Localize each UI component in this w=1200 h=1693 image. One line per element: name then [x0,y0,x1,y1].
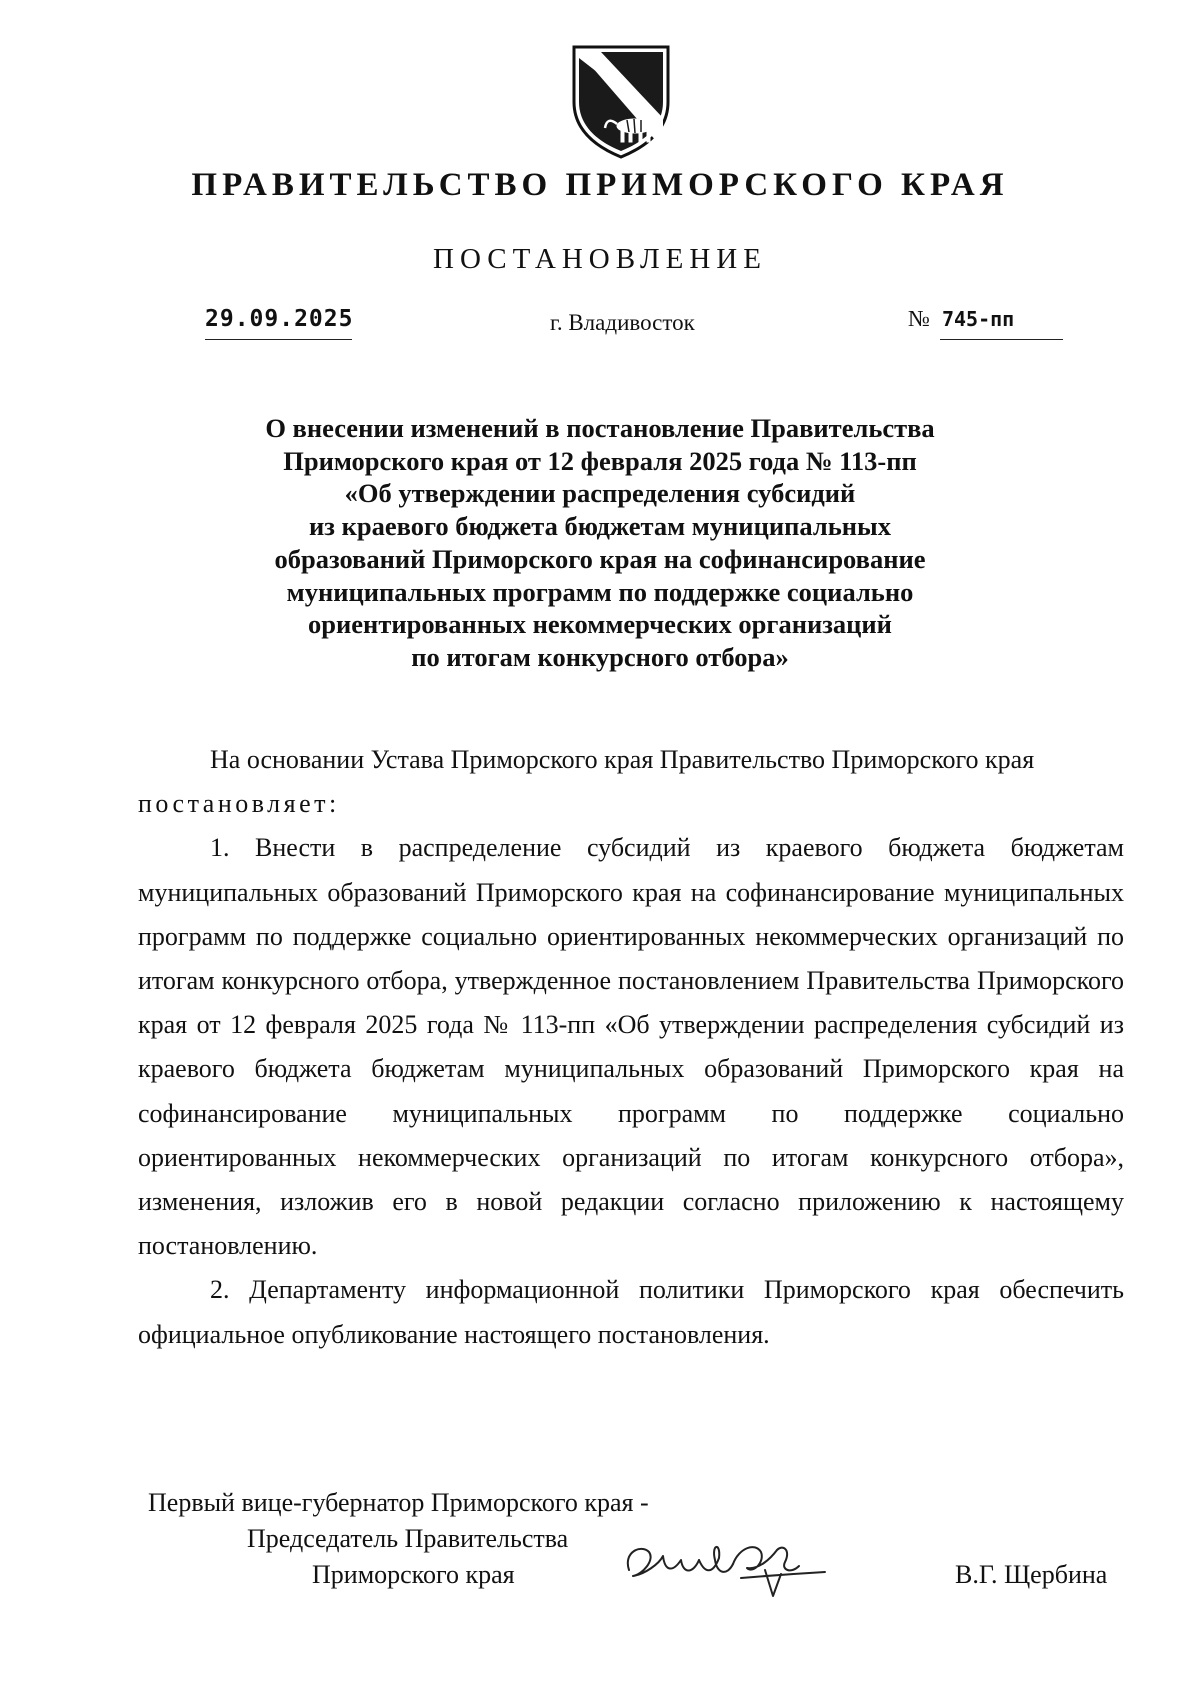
number-underline [940,339,1063,340]
title-line: образований Приморского края на софинансирование [274,543,926,574]
title-line: О внесении изменений в постановление Правительства [265,413,935,443]
signer-name: В.Г. Щербина [955,1560,1108,1589]
title-line: по итогам конкурсного отбора» [411,641,789,672]
item-1-paragraph: 1. Внести в распределение субсидий из краевого бюджета бюджетам муниципальных образований Приморского края на софинансирование муниципальных программ по поддержке социально ориентированных некоммерческих организаций по итогам конкурсного отбора, утвержденное постановлением Правительства Приморского края от 12 февраля 2025 года № 113-пп «Об утверждении распределения субсидий из краевого бюджета бюджетам муниципальных образований Приморского края на софинансирование муниципальных программ по поддержке социально ориентированных некоммерческих организаций по итогам конкурсного отбора», изменения, изложив его в новой редакции согласно приложению к настоящему постановлению. [138,833,1124,1261]
number-value: 745-пп [941,307,1015,331]
decree-word: постановляет: [138,789,340,819]
title-line: муниципальных программ по поддержке социально [286,576,914,607]
document-title [230,412,970,674]
handwritten-signature [615,1530,860,1605]
document-type: ПОСТАНОВЛЕНИЕ [433,243,767,275]
signer-position-line-2: Председатель Правительства [247,1524,569,1553]
document-body [138,738,1124,1357]
title-line: «Об утверждении распределения субсидий [344,478,856,509]
government-title: ПРАВИТЕЛЬСТВО ПРИМОРСКОГО КРАЯ [191,167,1009,203]
document-date: 29.09.2025 [205,306,354,332]
date-underline [205,339,352,340]
number-sign: № [908,306,930,331]
document-city: г. Владивосток [550,310,695,335]
coat-of-arms-icon [571,44,671,160]
title-line: Приморского края от 12 февраля 2025 года № 113-пп [283,445,917,476]
preamble-paragraph [138,738,1124,826]
preamble-text: На основании Устава Приморского края Правительство Приморского края [210,745,1035,774]
signer-position-line-1: Первый вице-губернатор Приморского края - [148,1488,649,1517]
document-number [908,306,1052,332]
title-line: из краевого бюджета бюджетам муниципальных [309,511,891,542]
title-line: ориентированных некоммерческих организаций [308,609,892,640]
signer-position-line-3: Приморского края [312,1560,515,1589]
item-2-paragraph: 2. Департаменту информационной политики Приморского края обеспечить официальное опубликование настоящего постановления. [138,1275,1124,1349]
